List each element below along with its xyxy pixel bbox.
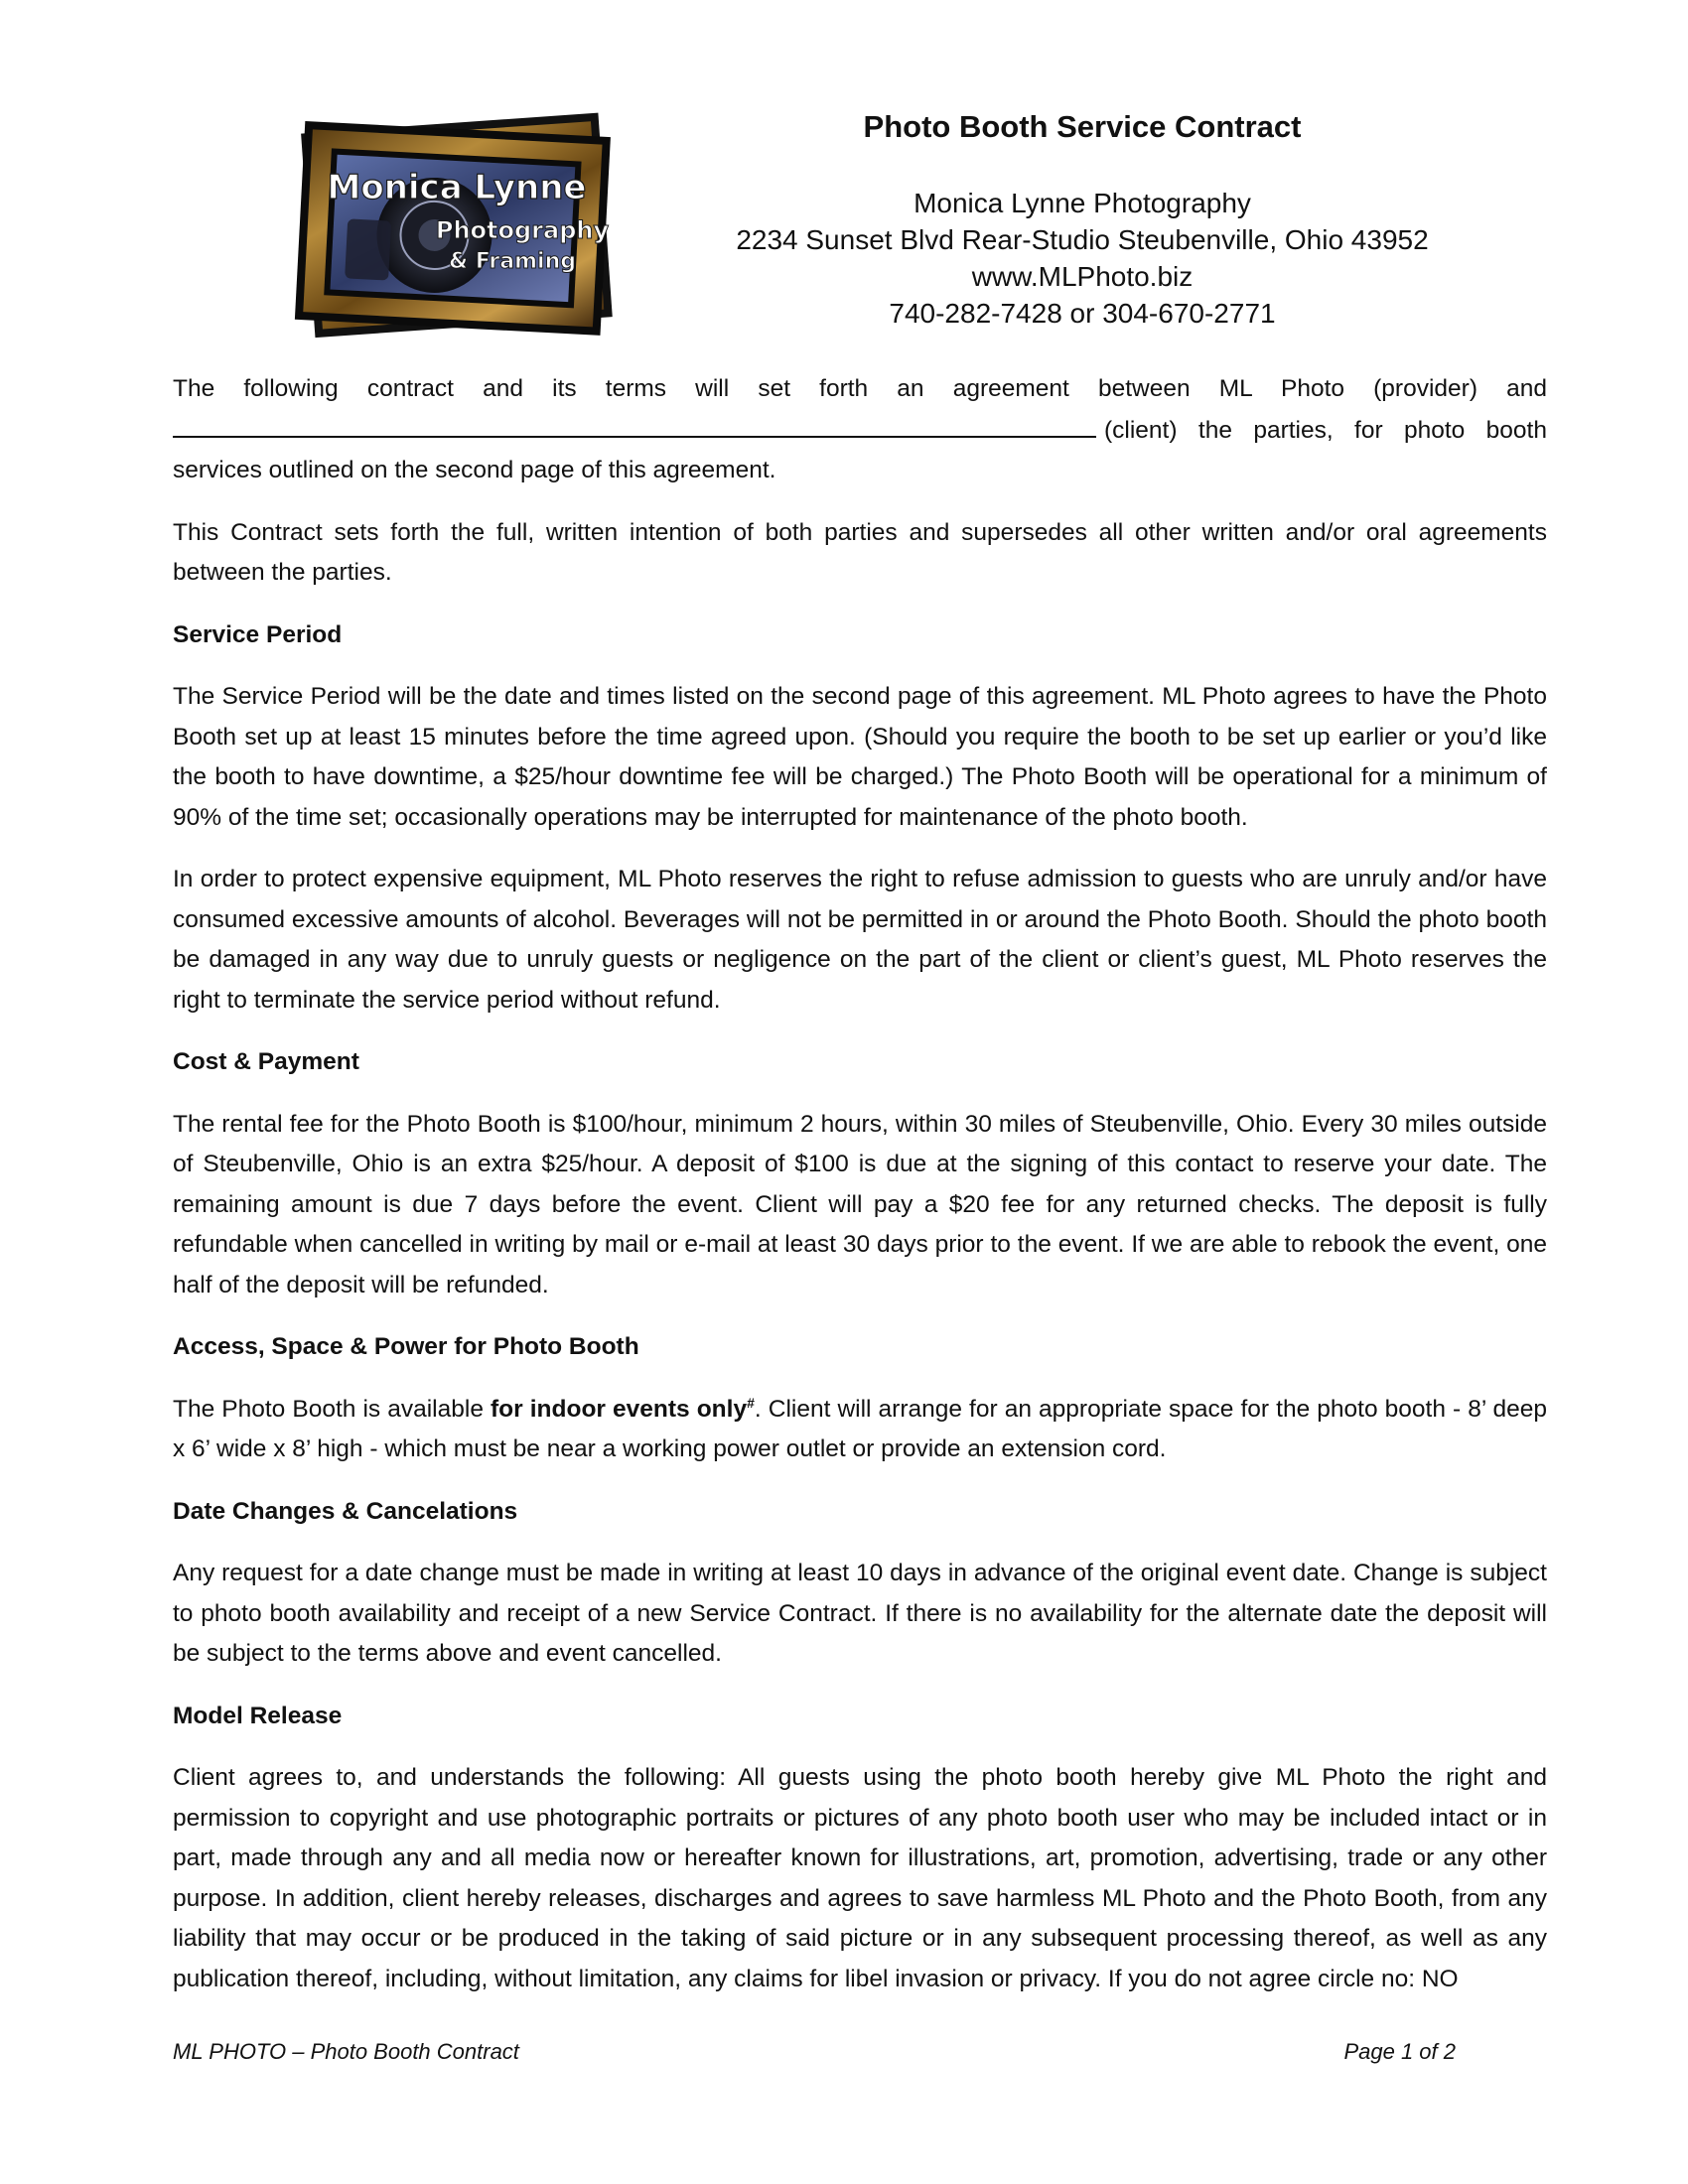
indoor-only-text: for indoor events only <box>491 1395 748 1423</box>
service-period-heading: Service Period <box>173 620 343 648</box>
access-text-pre: The Photo Booth is available <box>173 1395 492 1423</box>
document-title: Photo Booth Service Contract <box>863 109 1302 144</box>
intro-paragraph <box>173 369 1547 491</box>
company-phone: 740-282-7428 or 304-670-2771 <box>889 298 1276 329</box>
date-changes-heading: Date Changes & Cancelations <box>173 1497 518 1525</box>
contract-header <box>735 107 1430 332</box>
logo-text-photography: Photography <box>435 216 610 244</box>
access-paragraph <box>173 1390 1547 1470</box>
service-period-paragraph-2: In order to protect expensive equipment, ML Photo reserves the right to refuse admission to guests who are unruly and/or have consumed excessive amounts of alcohol. Beverages will not be permitted in or around the Photo Booth. Should the photo booth be damaged in any way due to unruly guests or negligence on the part of the client or client’s guest, ML Photo reserves the right to terminate the service period without refund. <box>173 866 1547 1014</box>
company-name: Monica Lynne Photography <box>914 188 1251 218</box>
logo-text-name: Monica Lynne <box>327 168 587 207</box>
client-name-field[interactable] <box>173 410 1096 438</box>
footnote-mark: # <box>747 1394 755 1411</box>
access-heading: Access, Space & Power for Photo Booth <box>173 1333 639 1360</box>
page-footer <box>173 2039 1456 2065</box>
company-website: www.MLPhoto.biz <box>971 261 1194 292</box>
footer-page-number: Page 1 of 2 <box>1343 2039 1456 2064</box>
client-name-row <box>173 410 1547 452</box>
model-release-heading: Model Release <box>173 1702 343 1729</box>
contract-body <box>173 369 1547 2021</box>
cost-payment-paragraph: The rental fee for the Photo Booth is $100/hour, minimum 2 hours, within 30 miles of Steubenville, Ohio. Every 30 miles outside of Steubenville, Ohio is an extra $25/hour. A deposit of $100 is due at the signing of this contact to reserve your date. The remaining amount is due 7 days before the event. Client will pay a $20 fee for any returned checks. The deposit is fully refundable when cancelled in writing by mail or e-mail at least 30 days prior to the event. If we are able to rebook the event, one half of the deposit will be refunded. <box>173 1110 1547 1298</box>
intro-line: The following contract and its terms will set forth an agreement between ML Photo (provider) and <box>173 375 1547 402</box>
footer-document-name: ML PHOTO – Photo Booth Contract <box>173 2039 519 2064</box>
access-text-post: . Client will arrange for an appropriate space for the photo booth - 8’ deep x 6’ wide x 8’ high - which must be near a working power outlet or provide an extension cord. <box>173 1395 1547 1462</box>
service-period-paragraph-1: The Service Period will be the date and times listed on the second page of this agreement. ML Photo agrees to have the Photo Booth set up at least 15 minutes before the time agreed upon. (Should you require the booth to be set up earlier or you’d like the booth to have downtime, a $25/hour downtime fee will be charged.) The Photo Booth will be operational for a minimum of 90% of the time set; occasionally operations may be interrupted for maintenance of the photo booth. <box>173 683 1547 831</box>
logo-text-framing: & Framing <box>448 249 577 274</box>
cost-payment-heading: Cost & Payment <box>173 1048 359 1075</box>
company-logo <box>286 107 624 345</box>
full-contract-paragraph: This Contract sets forth the full, written intention of both parties and supersedes all other written and/or oral agreements between the parties. <box>173 518 1547 586</box>
client-suffix-text: (client) the parties, for photo booth <box>1104 416 1547 444</box>
company-address: 2234 Sunset Blvd Rear-Studio Steubenville, Ohio 43952 <box>736 224 1429 255</box>
date-changes-paragraph: Any request for a date change must be made in writing at least 10 days in advance of the original event date. Change is subject to photo booth availability and receipt of a new Service Contract. If there is no availability for the alternate date the deposit will be subject to the terms above and event cancelled. <box>173 1560 1547 1667</box>
model-release-paragraph: Client agrees to, and understands the following: All guests using the photo booth hereby give ML Photo the right and permission to copyright and use photographic portraits or pictures of any photo booth user who may be included intact or in part, made through any and all media now or hereafter known for illustrations, art, promotion, advertising, trade or any other purpose. In addition, client hereby releases, discharges and agrees to save harmless ML Photo and the Photo Booth, from any liability that may occur or be produced in the taking of said picture or in any subsequent processing thereof, as well as any publication thereof, including, without limitation, any claims for libel invasion or privacy. If you do not agree circle no: NO <box>173 1764 1547 1992</box>
intro-line-services: services outlined on the second page of this agreement. <box>173 457 776 483</box>
